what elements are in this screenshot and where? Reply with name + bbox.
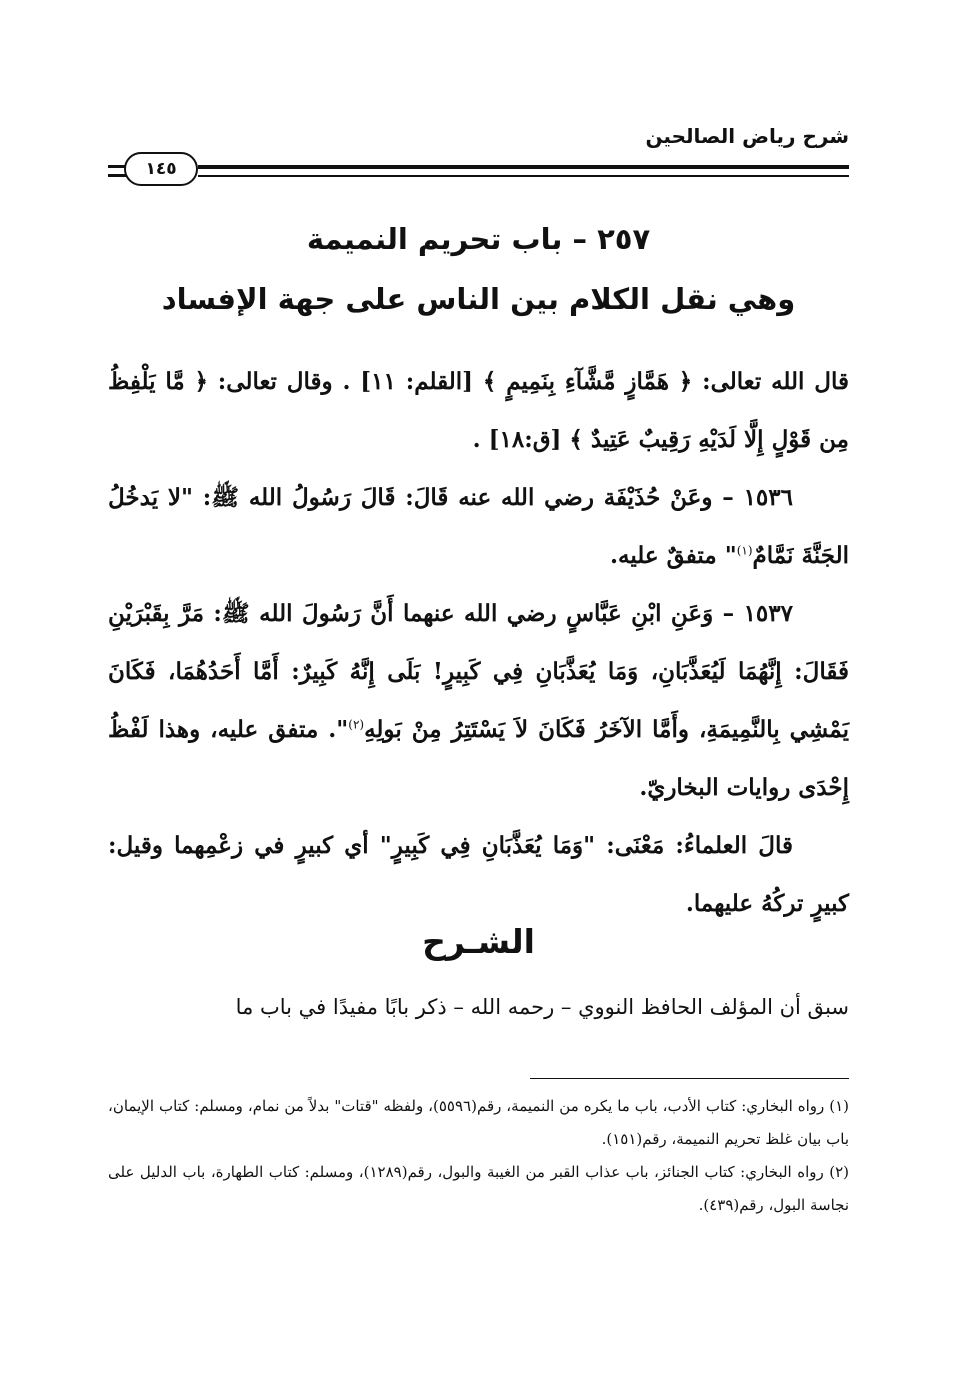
hadith-1537-tail: ". متفق عليه، وهذا لَفْظُ إِحْدَى روايات البخاريّ. <box>108 716 849 801</box>
chapter-title: ٢٥٧ – باب تحريم النميمة <box>306 222 651 256</box>
footnotes <box>108 1090 849 1222</box>
footnote-1: (١) رواه البخاري: كتاب الأدب، باب ما يكره من النميمة، رقم(٥٥٩٦)، ولفظه "قتات" بدلاً من نمام، ومسلم: كتاب الإيمان، باب بيان غلظ تحريم النميمة، رقم(١٥١). <box>108 1097 849 1148</box>
hadith-1537-paragraph <box>108 585 849 817</box>
footnote-2: (٢) رواه البخاري: كتاب الجنائز، باب عذاب القبر من الغيبة والبول، رقم(١٢٨٩)، ومسلم: كتاب الطهارة، باب الدليل على نجاسة البول، رقم(٤٣٩). <box>108 1163 849 1214</box>
footnote-ref-1: (١) <box>736 543 753 558</box>
running-header-title: شرح رياض الصالحين <box>645 124 849 148</box>
header-rule-thick <box>198 165 849 169</box>
footnote-ref-2: (٢) <box>348 717 365 732</box>
commentary-heading: الشـرح <box>422 922 535 961</box>
scholars-explanation-paragraph: قالَ العلماءُ: مَعْنَى: "وَمَا يُعَذَّبَانِ فِي كَبِيرٍ" أي كبيرٍ في زعْمِهما وقيل: كبيرٍ تركُهُ عليهما. <box>108 832 849 917</box>
commentary-paragraph: سبق أن المؤلف الحافظ النووي – رحمه الله – ذكر بابًا مفيدًا في باب ما <box>235 995 849 1019</box>
hadith-1536-tail: " متفقٌ عليه. <box>609 542 737 569</box>
hadith-1536-text: ١٥٣٦ – وعَنْ حُذَيْفَة رضي الله عنه قَالَ: قَالَ رَسُولُ الله ﷺ: "لا يَدخُلُ الجَنَّةَ نَمَّامٌ <box>108 484 849 569</box>
chapter-subtitle: وهي نقل الكلام بين الناس على جهة الإفساد <box>161 282 796 316</box>
hadith-1537-text: ١٥٣٧ – وَعَنِ ابْنِ عَبَّاسٍ رضي الله عنهما أَنَّ رَسُولَ الله ﷺ: مَرَّ بِقَبْرَيْنِ فَقَالَ: إِنَّهُمَا لَيُعَذَّبَانِ، وَمَا يُعَذَّبَانِ فِي كَبِيرٍ! بَلَى إِنَّهُ كَبِيرٌ: أَمَّا أَحَدُهُمَا، فَكَانَ يَمْشِي بِالنَّمِيمَةِ، وأَمَّا الآخَرُ فَكَانَ لاَ يَسْتَتِرُ مِنْ بَولِهِ <box>108 600 849 743</box>
footnote-separator <box>530 1078 849 1079</box>
page-number-badge: ١٤٥ <box>124 152 198 186</box>
header-rule-left-lower <box>108 174 126 177</box>
header-rule-thin <box>198 175 849 177</box>
quran-verses-paragraph: قال الله تعالى: ﴿ هَمَّازٍ مَّشَّآءِ بِنَمِيمٍ ﴾ [القلم: ١١] . وقال تعالى: ﴿ مَّا يَلْفِظُ مِن قَوْلٍ إِلَّا لَدَيْهِ رَقِيبٌ عَتِيدٌ ﴾ [ق:١٨] . <box>108 368 849 453</box>
hadith-1536-paragraph <box>108 469 849 585</box>
